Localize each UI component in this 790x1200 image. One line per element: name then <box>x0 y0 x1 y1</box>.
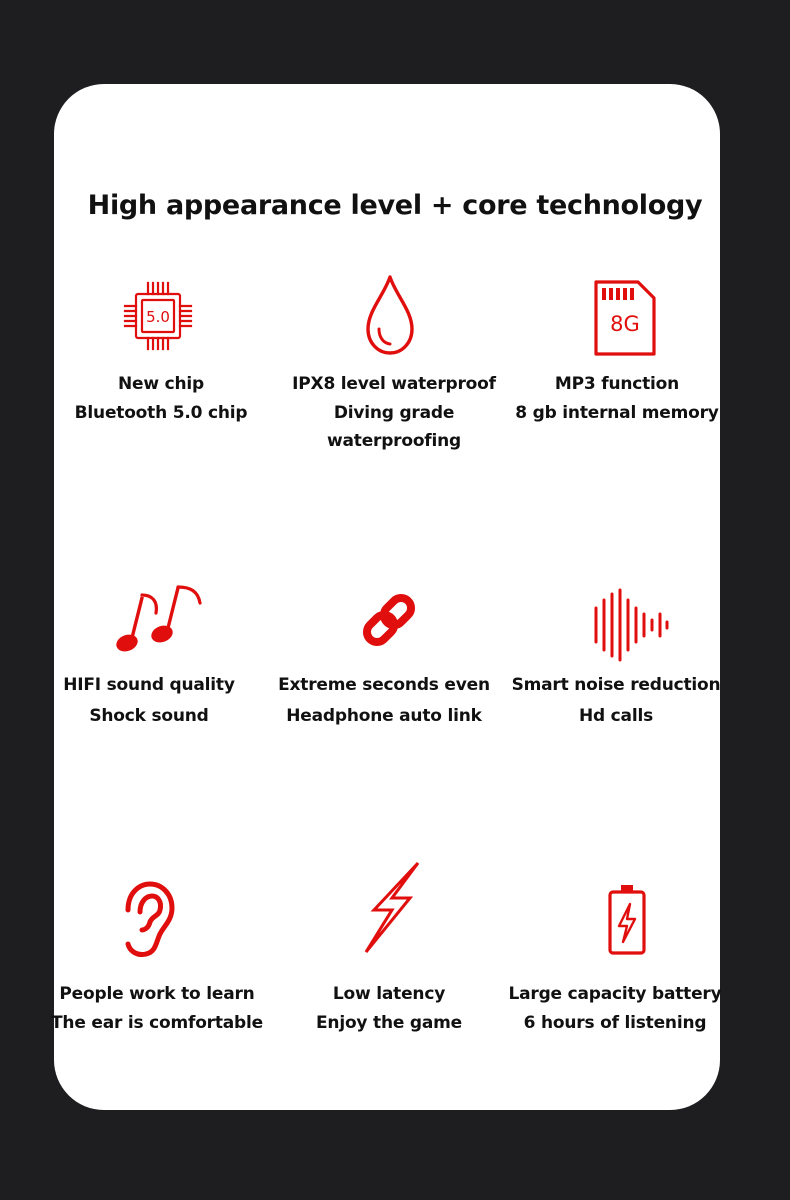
feature-label-hifi: HIFI sound quality Shock sound <box>63 675 235 726</box>
feature-label-mp3: MP3 function 8 gb internal memory <box>515 374 719 423</box>
page-title: High appearance level + core technology <box>87 190 703 221</box>
music-notes-icon <box>114 583 206 655</box>
feature-label-ear-comfort: People work to learn The ear is comfortable <box>51 984 263 1033</box>
feature-label-bluetooth-chip: New chip Bluetooth 5.0 chip <box>74 374 248 423</box>
lightning-icon <box>360 860 424 954</box>
chain-link-icon <box>357 588 421 652</box>
memory-size-label: 8G <box>610 312 640 336</box>
battery-icon <box>606 882 648 956</box>
chip-icon <box>122 280 194 352</box>
sound-wave-icon <box>592 588 670 662</box>
feature-label-low-latency: Low latency Enjoy the game <box>316 984 462 1033</box>
feature-label-battery: Large capacity battery 6 hours of listening <box>508 984 722 1033</box>
feature-label-auto-link: Extreme seconds even Headphone auto link <box>278 675 490 726</box>
memory-card-icon <box>592 278 658 358</box>
water-drop-icon <box>364 273 416 357</box>
feature-label-waterproof: IPX8 level waterproof Diving grade waterproofing <box>292 374 496 451</box>
chip-label: 5.0 <box>146 308 170 326</box>
feature-label-noise-reduction: Smart noise reduction Hd calls <box>511 675 721 726</box>
ear-icon <box>120 880 176 960</box>
